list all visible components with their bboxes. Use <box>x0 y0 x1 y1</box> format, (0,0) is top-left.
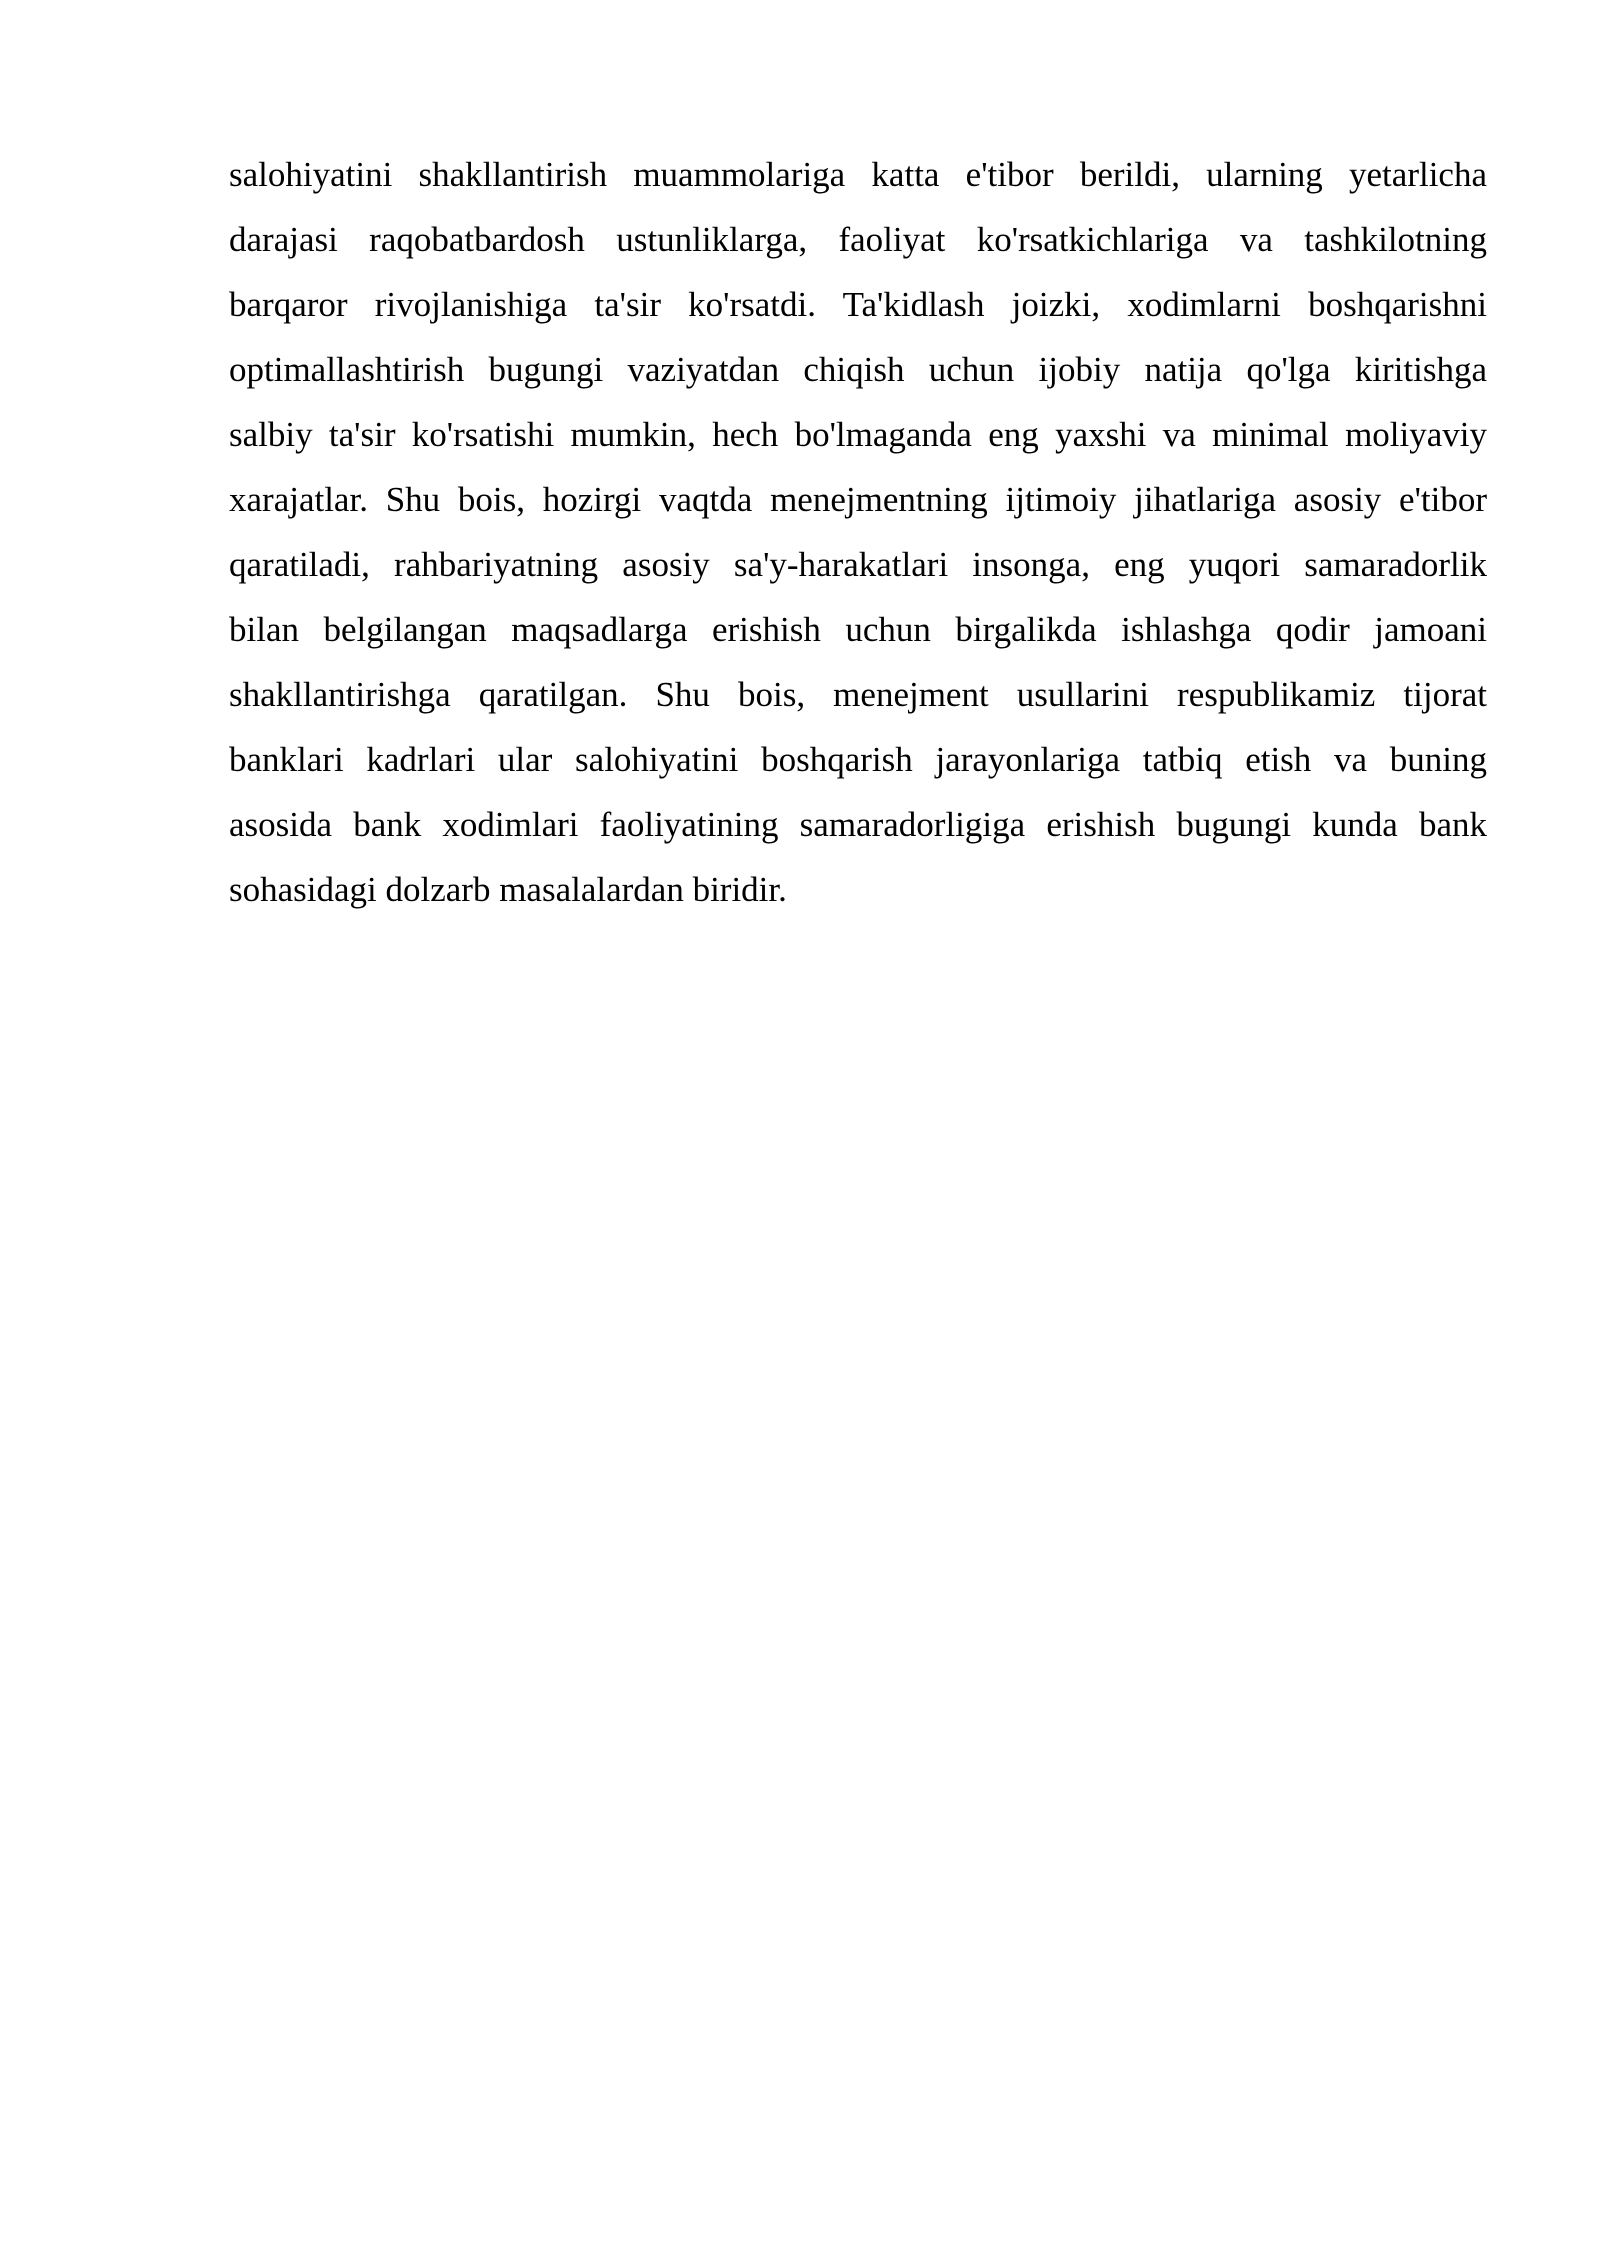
paragraph-line-10: banklari kadrlari ular salohiyatini boshqarish jarayonlariga tatbiq etish va buning <box>229 740 1487 779</box>
paragraph-line-9: shakllantirishga qaratilgan. Shu bois, menejment usullarini respublikamiz tijorat <box>229 675 1487 714</box>
paragraph-line-3: barqaror rivojlanishiga ta'sir ko'rsatdi. Ta'kidlash joizki, xodimlarni boshqarishni <box>229 285 1487 324</box>
paragraph-line-5: salbiy ta'sir ko'rsatishi mumkin, hech bo'lmaganda eng yaxshi va minimal moliyaviy <box>229 415 1487 454</box>
paragraph-line-1: salohiyatini shakllantirish muammolariga katta e'tibor berildi, ularning yetarlicha <box>229 155 1487 194</box>
paragraph-line-8: bilan belgilangan maqsadlarga erishish uchun birgalikda ishlashga qodir jamoani <box>229 610 1487 649</box>
paragraph-line-4: optimallashtirish bugungi vaziyatdan chiqish uchun ijobiy natija qo'lga kiritishga <box>229 350 1487 389</box>
paragraph-line-12: sohasidagi dolzarb masalalardan biridir. <box>229 870 787 909</box>
paragraph-line-6: xarajatlar. Shu bois, hozirgi vaqtda menejmentning ijtimoiy jihatlariga asosiy e'tibor <box>229 480 1487 519</box>
body-paragraph <box>229 142 1487 922</box>
paragraph-line-2: darajasi raqobatbardosh ustunliklarga, faoliyat ko'rsatkichlariga va tashkilotning <box>229 220 1487 259</box>
paragraph-line-7: qaratiladi, rahbariyatning asosiy sa'y-harakatlari insonga, eng yuqori samaradorlik <box>229 545 1487 584</box>
paragraph-line-11: asosida bank xodimlari faoliyatining samaradorligiga erishish bugungi kunda bank <box>229 805 1487 844</box>
